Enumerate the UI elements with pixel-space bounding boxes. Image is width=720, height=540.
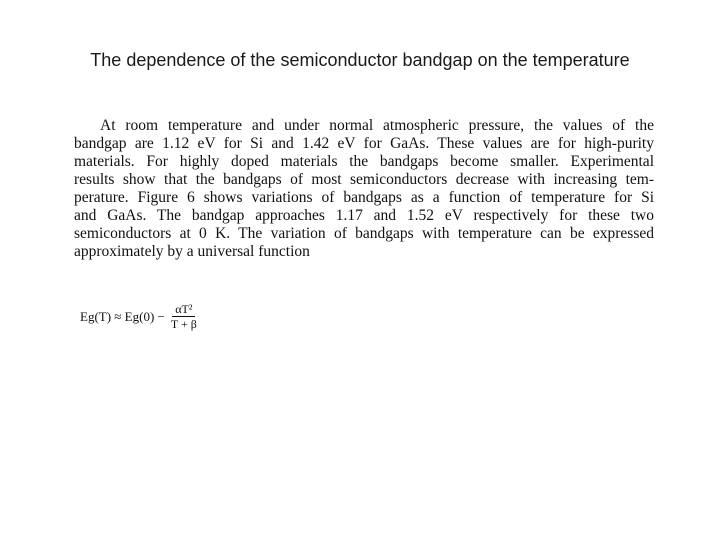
body-line-8: approximately by a universal function xyxy=(74,243,310,260)
slide-title: The dependence of the semiconductor bandgap on the temperature xyxy=(90,50,630,70)
body-line-2: bandgap are 1.12 eV for Si and 1.42 eV for GaAs. These values are for high-purity xyxy=(74,135,654,152)
body-line-1: At room temperature and under normal atmospheric pressure, the values of the xyxy=(100,117,654,134)
equation-fraction xyxy=(168,302,200,331)
body-line-5: perature. Figure 6 shows variations of bandgaps as a function of temperature for Si xyxy=(74,189,654,206)
body-line-7: semiconductors at 0 K. The variation of bandgaps with temperature can be expressed xyxy=(74,225,654,242)
equation-denominator: T + β xyxy=(170,317,197,331)
equation-lhs: Eg(T) ≈ Eg(0) − xyxy=(80,308,165,324)
body-line-4: results show that the bandgaps of most semiconductors decrease with increasing tem- xyxy=(74,171,654,188)
bandgap-equation xyxy=(80,302,200,331)
body-line-6: and GaAs. The bandgap approaches 1.17 and 1.52 eV respectively for these two xyxy=(74,207,654,224)
equation-numerator: αT² xyxy=(172,302,195,317)
body-line-3: materials. For highly doped materials the bandgaps become smaller. Experimental xyxy=(74,153,654,170)
body-text xyxy=(74,117,654,261)
